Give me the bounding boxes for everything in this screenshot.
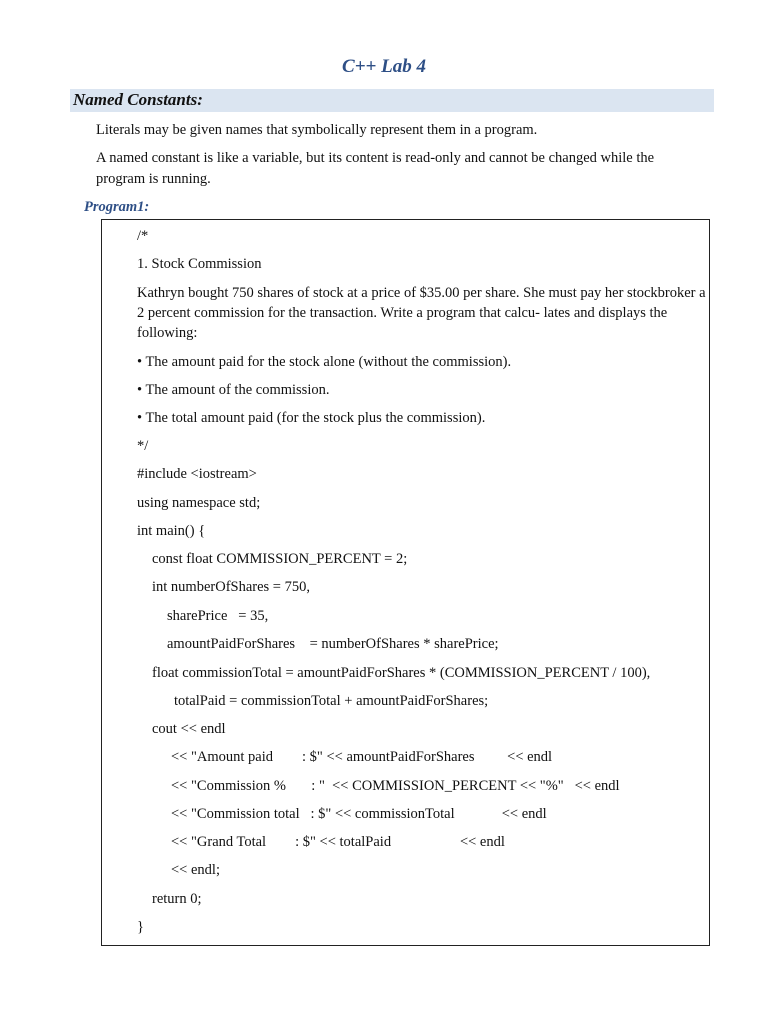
section-heading-bar xyxy=(70,89,714,112)
code-line: << "Grand Total : $" << totalPaid << endl xyxy=(171,834,505,850)
code-box xyxy=(101,219,710,946)
comment-open: /* xyxy=(137,228,149,244)
code-line: sharePrice = 35, xyxy=(167,608,269,624)
comment-close: */ xyxy=(137,438,149,454)
code-line: int main() { xyxy=(137,523,206,539)
problem-text: Kathryn bought 750 shares of stock at a price of $35.00 per share. She must pay her stockbroker a 2 percent commission for the transaction. Write a program that calcu- lates and displays the following: xyxy=(137,285,706,341)
problem-title: 1. Stock Commission xyxy=(137,256,262,272)
code-line: amountPaidForShares = numberOfShares * sharePrice; xyxy=(167,636,499,652)
code-line: totalPaid = commissionTotal + amountPaidForShares; xyxy=(174,693,489,709)
section-heading: Named Constants: xyxy=(73,90,203,109)
paragraph-literals: Literals may be given names that symbolically represent them in a program. xyxy=(96,122,538,138)
code-line: << "Amount paid : $" << amountPaidForShares << endl xyxy=(171,749,553,765)
code-line: return 0; xyxy=(152,891,202,907)
bullet-item: • The amount of the commission. xyxy=(137,382,330,398)
document-title: C++ Lab 4 xyxy=(342,56,426,77)
code-line: float commissionTotal = amountPaidForShares * (COMMISSION_PERCENT / 100), xyxy=(152,665,651,681)
code-line: cout << endl xyxy=(152,721,226,737)
code-line: #include <iostream> xyxy=(137,466,257,482)
bullet-item: • The total amount paid (for the stock plus the commission). xyxy=(137,410,486,426)
code-line: } xyxy=(137,919,144,935)
paragraph-named-constant: A named constant is like a variable, but its content is read-only and cannot be changed while the program is running. xyxy=(96,150,655,187)
code-line: const float COMMISSION_PERCENT = 2; xyxy=(152,551,408,567)
code-line: << endl; xyxy=(171,862,220,878)
code-line: << "Commission % : " << COMMISSION_PERCENT << "%" << endl xyxy=(171,778,620,794)
bullet-item: • The amount paid for the stock alone (without the commission). xyxy=(137,354,512,370)
code-line: << "Commission total : $" << commissionTotal << endl xyxy=(171,806,547,822)
program-label: Program1: xyxy=(84,199,150,215)
code-line: using namespace std; xyxy=(137,495,261,511)
code-line: int numberOfShares = 750, xyxy=(152,579,310,595)
